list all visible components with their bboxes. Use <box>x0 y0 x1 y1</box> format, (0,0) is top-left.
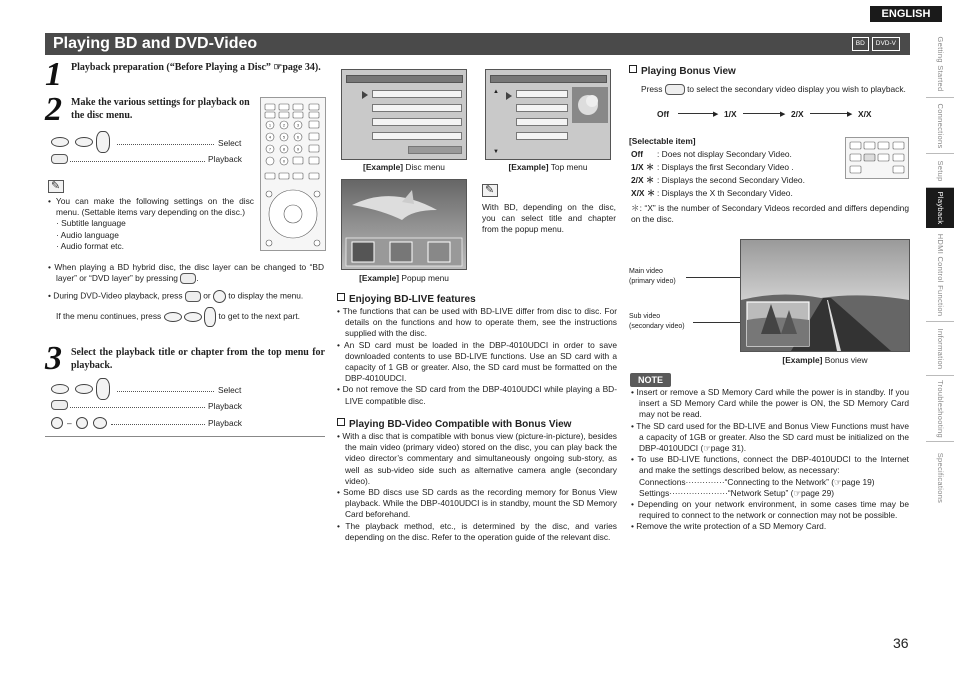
cursor-updown-small-icon <box>204 307 216 327</box>
tab-connections[interactable]: Connections <box>926 98 954 154</box>
svg-text:3: 3 <box>296 122 300 128</box>
enter-button-icon <box>51 154 68 164</box>
step-2-notes: • You can make the following settings on the disc menu. (Settable items vary depending on the disc.) · Subtitle language · Audio language · Audio format etc. <box>48 196 254 251</box>
bonus-view-caption: [Example] Bonus view <box>782 355 868 365</box>
page-title: Playing BD and DVD-Video <box>53 35 258 52</box>
main-video-label: Main video (primary video) <box>629 268 676 285</box>
bonus-view-footnote: ＊: “X” is the number of Secondary Videos recorded and differs depending on the disc. <box>631 203 909 225</box>
side-tabs <box>926 30 954 514</box>
cycle-xx: X/X <box>858 109 872 119</box>
cursor-left-small-icon <box>164 312 182 322</box>
step-1-text: Playback preparation (“Before Playing a Disc” ☞page 34). <box>71 62 321 73</box>
step-1-number: 1 <box>45 56 62 93</box>
title-bar <box>45 33 910 55</box>
note-badge: NOTE <box>630 373 671 387</box>
sub-video-label: Sub video (secondary video) <box>629 313 685 330</box>
step-2-notes-2: • When playing a BD hybrid disc, the disc layer can be changed to “BD layer” or “DVD layer” by pressing . <box>48 262 324 284</box>
top-menu-button-icon <box>185 291 201 302</box>
step-2-notes-3: • During DVD-Video playback, press or to display the menu. If the menu continues, press to get to the next part. <box>48 290 324 327</box>
selectable-title: [Selectable item] <box>629 136 696 146</box>
disc-layer-button-icon <box>180 273 196 284</box>
svg-text:5: 5 <box>282 134 286 140</box>
cursor-left-button-icon <box>51 137 69 147</box>
cycle-off: Off <box>657 109 670 119</box>
enter-button-icon-2 <box>51 400 68 410</box>
plus-10-button-icon <box>93 417 107 429</box>
tab-getting-started[interactable]: Getting Started <box>926 30 954 98</box>
remote-illustration <box>260 97 326 251</box>
svg-text:1: 1 <box>268 122 272 128</box>
remote-mode-buttons-icon <box>846 138 908 178</box>
tab-troubleshooting[interactable]: Troubleshooting <box>926 376 954 442</box>
bonus-view-instruction: Press to select the secondary video display you wish to playback. <box>641 84 906 94</box>
cursor-right-small-icon <box>184 312 202 322</box>
dvd-badge: DVD-V <box>872 37 900 51</box>
step-3-number: 3 <box>45 340 62 377</box>
page-number: 36 <box>893 635 909 651</box>
scroll-up-icon: ▲ <box>493 89 499 95</box>
disc-menu-screen <box>341 69 467 160</box>
svg-text:9: 9 <box>296 146 300 152</box>
bonus-compat-bullets: • With a disc that is compatible with bonus view (picture-in-picture), besides the main video (primary video) stored on the disc, you can play back the video director’s commentary and simultaneously ongoing sub-story, as well as sub-video side such as alternative camera angle (secondary video). • Some BD discs use SD cards as the recording memory for Bonus View playback. While the DBP-4010UDCI is in standby, mount the SD Memory Card beforehand. • The playback method, etc., is determined by the disc, and varies depending on the disc. Refer to the operation guide of the relevant disc. <box>337 431 617 542</box>
bd-badge: BD <box>852 37 869 51</box>
pencil-note-icon <box>48 180 64 193</box>
disc-menu-caption: [Example] Disc menu <box>363 162 445 172</box>
cursor-updown-button-icon-2 <box>96 378 110 400</box>
arrow-right-icon-2: ▶ <box>780 111 786 118</box>
bonus-compat-heading: Playing BD-Video Compatible with Bonus View <box>337 418 571 432</box>
dolphin-image-icon <box>342 180 466 269</box>
cycle-2x: 2/X <box>791 109 804 119</box>
top-menu-screen <box>485 69 611 160</box>
step-2-select-label: Select <box>218 138 242 148</box>
popup-menu-caption: [Example] Popup menu <box>359 273 449 283</box>
language-tab: ENGLISH <box>870 6 942 22</box>
tab-playback[interactable]: Playback <box>926 188 954 228</box>
svg-text:8: 8 <box>282 146 286 152</box>
step-3-playback-label-1: Playback <box>208 401 242 411</box>
bonus-view-heading: Playing Bonus View <box>629 65 736 79</box>
cycle-1x: 1/X <box>724 109 737 119</box>
svg-text:7: 7 <box>268 146 272 152</box>
arrow-right-icon: ▶ <box>713 111 719 118</box>
step-2-number: 2 <box>45 91 62 128</box>
cursor-updown-button-icon <box>96 131 110 153</box>
pencil-note-icon-2 <box>482 184 498 197</box>
cursor-right-button-icon-2 <box>75 384 93 394</box>
thumbnail-image-icon <box>572 87 608 123</box>
disc-badges <box>852 37 900 51</box>
top-menu-caption: [Example] Top menu <box>508 162 588 172</box>
svg-text:4: 4 <box>268 134 272 140</box>
menu-cursor-icon <box>362 91 368 99</box>
step-3-select-label: Select <box>218 385 242 395</box>
tab-hdmi-control[interactable]: HDMI Control Function <box>926 228 954 322</box>
svg-text:2: 2 <box>282 122 286 128</box>
popup-menu-screen <box>341 179 467 270</box>
arrow-right-icon-3: ▶ <box>847 111 853 118</box>
bonus-view-screen <box>740 239 910 352</box>
cursor-right-button-icon <box>75 137 93 147</box>
top-menu-cursor-icon <box>506 92 512 100</box>
step-2-playback-label: Playback <box>208 154 242 164</box>
step-3-text: Select the playback title or chapter from the top menu for playback. <box>71 347 325 371</box>
svg-text:0: 0 <box>282 158 286 164</box>
tab-setup[interactable]: Setup <box>926 154 954 188</box>
selectable-items: Off : Does not display Secondary Video. 1/X ＊ : Displays the first Secondary Video . 2/X ＊ : Displays the second Secondary Video. X/X ＊ : Displays the X th Secondary Video. <box>631 149 805 198</box>
remote-mode-illustration <box>845 137 909 179</box>
step-3-playback-label-2: Playback <box>208 418 242 428</box>
tab-information[interactable]: Information <box>926 322 954 376</box>
step-2-text: Make the various settings for playback on the disc menu. <box>71 97 250 121</box>
tab-specifications[interactable]: Specifications <box>936 452 946 504</box>
left-column-end-rule <box>45 436 325 437</box>
road-landscape-image-icon <box>741 240 909 351</box>
scroll-down-icon: ▼ <box>493 149 499 155</box>
range-dash: – <box>67 418 72 428</box>
bd-live-heading: Enjoying BD-LIVE features <box>337 293 476 307</box>
number-1-button-icon <box>51 417 63 429</box>
remote-buttons-icon <box>261 98 325 250</box>
svg-text:6: 6 <box>296 134 300 140</box>
bd-live-bullets: • The functions that can be used with BD-LIVE differ from disc to disc. For details on the functions and how to operate them, see the instructions supplied with the disc. • An SD card must be loaded in the DBP-4010UDCI in order to save downloaded contents to use BD-LIVE functions. Use an SD card with a capacity of 1 GB or greater. Also, the SD card must be formatted on the DBP-4010UDCI. • Do not remove the SD card from the DBP-4010UDCI while playing a BD-LIVE compatible disc. <box>337 306 617 406</box>
number-9-button-icon <box>76 417 88 429</box>
popup-menu-note: With BD, depending on the disc, you can select title and chapter from the popup menu. <box>482 202 616 235</box>
menu-button-icon <box>213 290 226 303</box>
cursor-left-button-icon-2 <box>51 384 69 394</box>
mode-button-icon <box>665 84 685 95</box>
note-bullets: • Insert or remove a SD Memory Card while the power is in standby. If you insert a SD Memory Card while the power is ON, the SD Memory Card may not be read. • The SD card used for the BD-LIVE and Bonus View Functions must have a capacity of 1GB or greater. Also the SD card must be initialized on the DBP-4010UDCI (☞page 31). • To use BD-LIVE functions, connect the DBP-4010UDCI to the Internet and make the settings described below, as necessary: Connections··············“Connecting to the Network” (☞page 19) Settings·····················“Network Setup” (☞page 29) • Depending on your network environment, in some cases time may be required to connect to the network or connection may not be possible. • Remove the write protection of a SD Memory Card. <box>631 387 910 532</box>
